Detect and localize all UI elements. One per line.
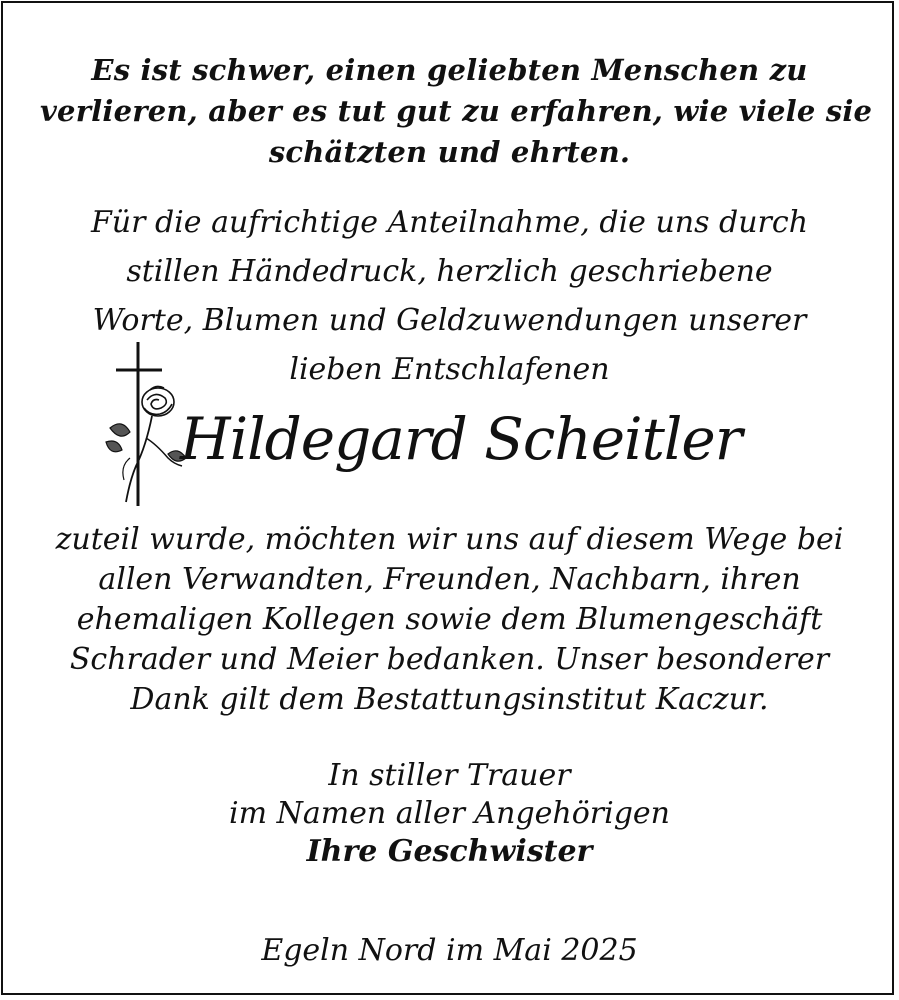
intro-line: Es ist schwer, einen geliebten Menschen zu bbox=[91, 53, 808, 87]
cross-with-rose-icon bbox=[100, 338, 190, 510]
closing-line: In stiller Trauer bbox=[328, 758, 571, 793]
deceased-name: Hildegard Scheitler bbox=[180, 405, 742, 473]
closing-line: im Namen aller Angehörigen bbox=[228, 796, 671, 831]
intro-line: verlieren, aber es tut gut zu erfahren, wie viele sie bbox=[40, 94, 873, 128]
body-line: zuteil wurde, möchten wir uns auf diesem Wege bei bbox=[55, 522, 844, 557]
body-line: Dank gilt dem Bestattungsinstitut Kaczur. bbox=[130, 682, 769, 717]
body-paragraph bbox=[40, 520, 859, 720]
body-line: allen Verwandten, Freunden, Nachbarn, ihren bbox=[98, 562, 801, 597]
thanks-line: stillen Händedruck, herzlich geschriebene bbox=[126, 254, 773, 289]
thanks-line: Für die aufrichtige Anteilnahme, die uns durch bbox=[90, 205, 809, 240]
signature: Ihre Geschwister bbox=[306, 834, 593, 869]
closing-block bbox=[40, 757, 859, 871]
thanks-line: Worte, Blumen und Geldzuwendungen unserer bbox=[92, 303, 807, 338]
place-date: Egeln Nord im Mai 2025 bbox=[261, 933, 638, 968]
body-line: ehemaligen Kollegen sowie dem Blumengeschäft bbox=[76, 602, 823, 637]
thanks-line: lieben Entschlafenen bbox=[289, 352, 610, 387]
body-line: Schrader und Meier bedanken. Unser besonderer bbox=[69, 642, 830, 677]
intro-line: schätzten und ehrten. bbox=[268, 135, 631, 169]
intro-quote bbox=[40, 50, 873, 173]
